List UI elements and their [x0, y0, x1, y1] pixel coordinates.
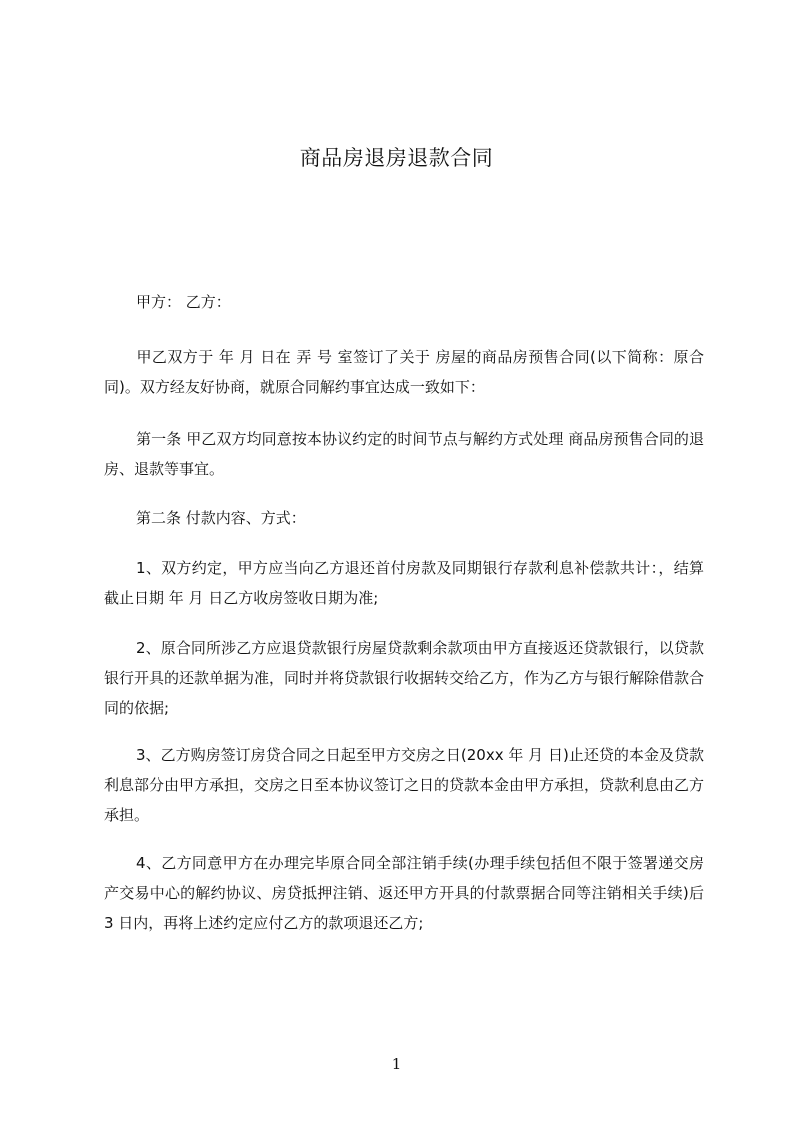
document-title: 商品房退房退款合同	[299, 146, 494, 170]
page-number: 1	[391, 1055, 402, 1073]
article-2-heading-text: 第二条 付款内容、方式：	[136, 509, 306, 527]
clause-2-text: 2、原合同所涉乙方应退贷款银行房屋贷款剩余款项由甲方直接返还贷款银行，以贷款银行开具的还款单据为准，同时并将贷款银行收据转交给乙方，作为乙方与银行解除借款合同的依据;	[104, 639, 705, 717]
clause-3	[104, 740, 704, 830]
parties-text: 甲方： 乙方：	[136, 293, 231, 311]
article-1-text: 第一条 甲乙双方均同意按本协议约定的时间节点与解约方式处理 商品房预售合同的退房、退款等事宜。	[104, 430, 704, 478]
clause-1-text: 1、双方约定，甲方应当向乙方退还首付房款及同期银行存款利息补偿款共计：，结算截止日期 年 月 日乙方收房签收日期为准;	[104, 559, 704, 607]
parties-line	[104, 287, 704, 317]
clause-3-text: 3、乙方购房签订房贷合同之日起至甲方交房之日(20xx 年 月 日)止还贷的本金及贷款利息部分由甲方承担，交房之日至本协议签订之日的贷款本金由甲方承担，贷款利息由乙方承担。	[104, 746, 705, 824]
article-2-heading	[104, 503, 704, 533]
intro-text: 甲乙双方于 年 月 日在 弄 号 室签订了关于 房屋的商品房预售合同(以下简称：原合同)。双方经友好协商，就原合同解约事宜达成一致如下：	[104, 348, 704, 396]
intro-paragraph	[104, 342, 704, 402]
article-1	[104, 424, 704, 484]
clause-2	[104, 633, 704, 723]
clause-4	[104, 848, 704, 938]
clause-1	[104, 553, 704, 613]
clause-4-text: 4、乙方同意甲方在办理完毕原合同全部注销手续(办理手续包括但不限于签署递交房产交易中心的解约协议、房贷抵押注销、返还甲方开具的付款票据合同等注销相关手续)后 3 日内，再将上述约定应付乙方的款项退还乙方;	[104, 854, 704, 932]
